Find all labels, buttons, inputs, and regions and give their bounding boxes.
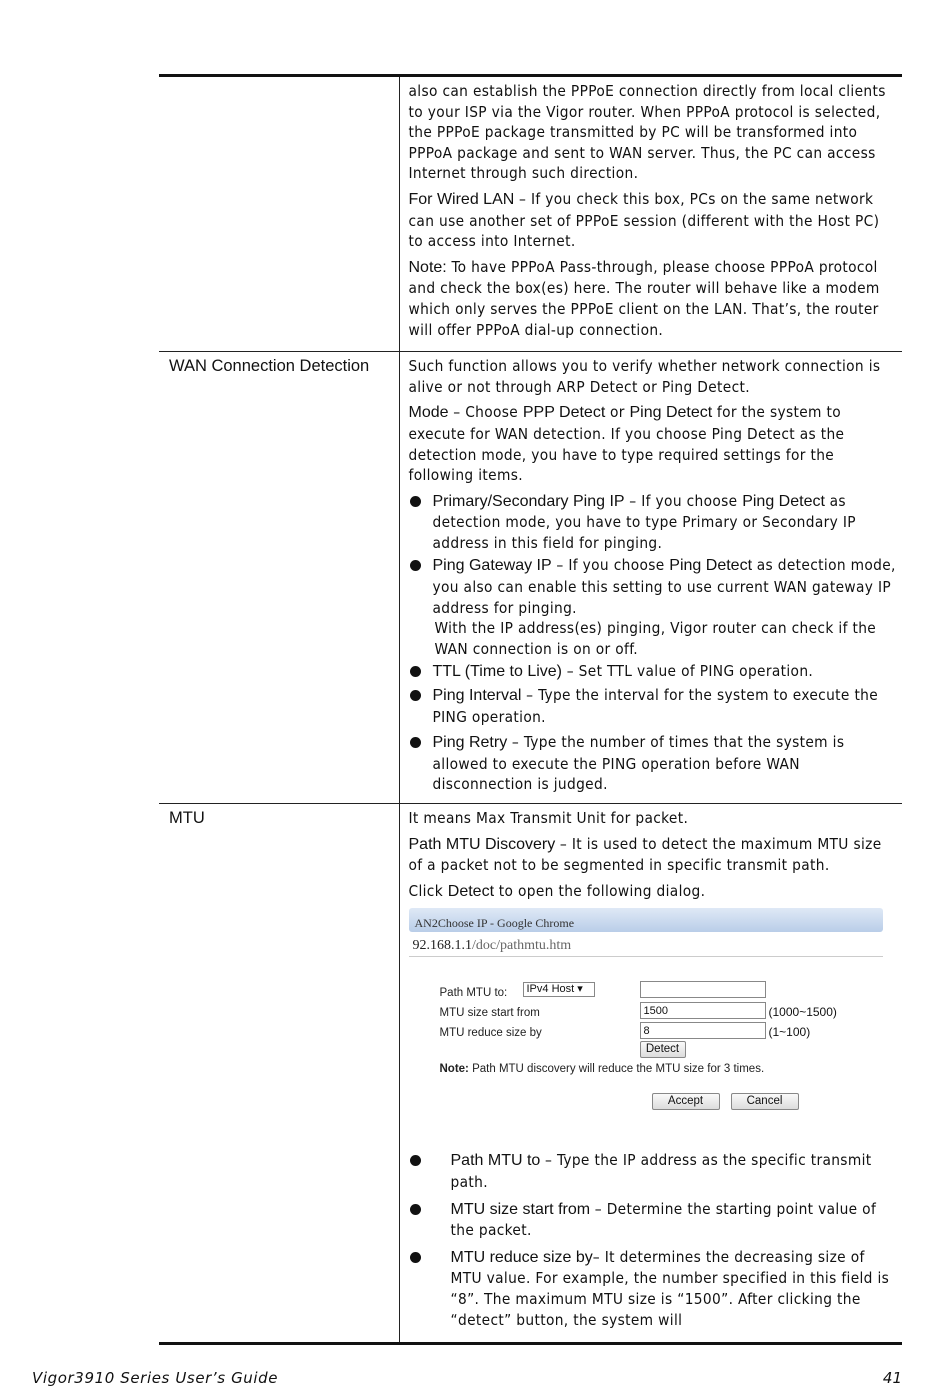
click-detect-paragraph	[409, 881, 897, 903]
list-item	[409, 732, 897, 795]
dialog-note	[440, 1059, 765, 1080]
bullet-icon	[410, 1252, 421, 1263]
bullet-text: – Set TTL value of PING operation.	[562, 662, 814, 681]
bullet-text: as detection mode, you also can enable this setting to use current WAN gateway IP address for pinging.	[432, 556, 896, 617]
wan-intro: Such function allows you to verify whether network connection is alive or not through ARP Detect or Ping Detect.	[408, 357, 881, 396]
mode-term: Mode	[408, 404, 449, 422]
list-item	[409, 1150, 897, 1192]
pppoa-paragraph: also can establish the PPPoE connection directly from local clients to your ISP via the Vigor router. When PPPoA protocol is selected, the PPPoE package transmitted by PC will be transformed into PPPoA package and sent to WAN server. Thus, the PC can access Internet through such direction.	[408, 82, 886, 183]
wan-bullet-list	[409, 491, 897, 795]
path-mtu-type-select[interactable]: IPv4 Host ▾	[523, 982, 595, 997]
bullet-text: – Type the interval for the system to execute the PING operation.	[432, 686, 879, 726]
row-description	[399, 352, 902, 804]
mtu-reduce-range: (1~100)	[768, 1025, 811, 1040]
mtu-start-input[interactable]: 1500	[640, 1002, 766, 1019]
list-item	[409, 685, 897, 727]
mtu-reduce-input[interactable]: 8	[640, 1022, 766, 1039]
browser-titlebar: AN2Choose IP - Google Chrome	[409, 908, 883, 932]
list-item	[409, 1199, 897, 1241]
row-label: MTU	[159, 804, 399, 1344]
wired-lan-text: – If you check this box, PCs on the same network can use another set of PPPoE session (different with the Host PC) to access into Internet.	[408, 189, 880, 251]
bullet-term: Primary/Secondary Ping IP	[432, 492, 625, 510]
bullet-icon	[410, 666, 421, 677]
row-label: WAN Connection Detection	[159, 352, 399, 804]
table-row	[159, 352, 902, 804]
path-mtu-to-input[interactable]	[640, 981, 766, 998]
bullet-term: Ping Interval	[432, 687, 522, 705]
row-description	[399, 76, 902, 352]
browser-url	[413, 936, 572, 957]
mtu-start-range: (1000~1500)	[768, 1005, 837, 1020]
bullet-text: – Determine the starting point value of the packet.	[450, 1199, 877, 1240]
click-term: Detect	[447, 882, 495, 900]
accept-button[interactable]: Accept	[652, 1093, 720, 1110]
list-item	[409, 555, 897, 659]
mode-paragraph	[409, 402, 897, 485]
row-description	[399, 804, 902, 1344]
mtu-reduce-label: MTU reduce size by	[439, 1027, 542, 1040]
table-row	[159, 76, 902, 352]
mtu-bullet-list	[409, 1150, 897, 1330]
bullet-text: as detection mode, you have to type Primary or Secondary IP address in this field for pinging.	[432, 491, 856, 552]
mode-option-ppp: PPP Detect	[522, 404, 606, 422]
note-paragraph	[409, 257, 897, 340]
mode-text: for the system to execute for WAN detection. If you choose Ping Detect as the detection mode, you have to type required settings for the following items.	[408, 403, 845, 485]
mode-option-ping: Ping Detect	[629, 404, 713, 422]
bullet-term: Ping Gateway IP	[432, 557, 552, 575]
dialog-note-text: Path MTU discovery will reduce the MTU size for 3 times.	[468, 1063, 765, 1076]
list-item	[409, 661, 897, 683]
table-row	[159, 804, 902, 1344]
url-host: 92.168.1.1	[412, 938, 472, 954]
bullet-icon	[410, 1204, 421, 1215]
note-text: To have PPPoA Pass-through, please choose PPPoA protocol and check the box(es) here. The router will behave like a modem which only serves the PPPoE client on the LAN. That’s, the router will offer PPPoA dial-up connection.	[408, 257, 880, 339]
bullet-term: MTU size start from	[450, 1200, 591, 1218]
bullet-text: – If you choose	[551, 556, 670, 575]
wired-lan-paragraph	[409, 189, 897, 252]
pmd-term: Path MTU Discovery	[408, 835, 556, 853]
path-mtu-to-label: Path MTU to:	[439, 987, 508, 1000]
bullet-icon	[410, 496, 421, 507]
path-mtu-dialog-screenshot	[409, 908, 887, 1128]
mtu-start-label: MTU size start from	[439, 1007, 540, 1020]
wired-lan-term: For Wired LAN	[408, 190, 515, 208]
url-divider	[409, 956, 883, 957]
bullet-term: Path MTU to	[450, 1152, 541, 1170]
row-label-empty	[159, 76, 399, 352]
url-path: /doc/pathmtu.htm	[472, 938, 572, 954]
bullet-term: Ping Retry	[432, 734, 508, 752]
bullet-icon	[410, 560, 421, 571]
bullet-text: – If you choose	[624, 491, 743, 510]
click-text: Click	[408, 881, 448, 900]
bullet-icon	[410, 690, 421, 701]
note-term: Note:	[408, 258, 447, 276]
pmd-text: – It is used to detect the maximum MTU size of a packet not to be segmented in specific transmit path.	[408, 834, 882, 875]
bullet-ref: Ping Detect	[742, 492, 825, 510]
bullet-term: MTU reduce size by	[450, 1248, 593, 1266]
cancel-button[interactable]: Cancel	[731, 1093, 799, 1110]
list-item	[409, 1247, 897, 1330]
bullet-text: – It determines the decreasing size of MTU value. For example, the number specified in this field is “8”. The maximum MTU size is “1500”. After clicking the “detect” button, the system will	[450, 1247, 890, 1329]
bullet-icon	[410, 737, 421, 748]
bullet-subtext: With the IP address(es) pinging, Vigor router can check if the WAN connection is on or off.	[434, 619, 877, 658]
list-item	[409, 491, 897, 554]
mode-text: – Choose	[448, 403, 523, 422]
bullet-ref: Ping Detect	[669, 557, 753, 575]
page-number: 41	[882, 1369, 902, 1387]
bullet-text: – Type the IP address as the specific transmit path.	[450, 1151, 872, 1191]
mode-text: or	[605, 403, 630, 422]
mtu-intro: It means Max Transmit Unit for packet.	[408, 809, 689, 827]
click-text: to open the following dialog.	[494, 881, 706, 900]
bullet-text: – Type the number of times that the system is allowed to execute the PING operation before WAN disconnection is judged.	[432, 733, 845, 794]
footer-guide-title: Vigor3910 Series User’s Guide	[32, 1369, 279, 1387]
dialog-note-label: Note:	[439, 1063, 469, 1076]
parameter-table	[159, 74, 902, 1345]
detect-button[interactable]: Detect	[640, 1041, 686, 1058]
path-mtu-discovery-paragraph	[409, 834, 897, 876]
bullet-icon	[410, 1155, 421, 1166]
bullet-term: TTL (Time to Live)	[432, 663, 562, 681]
